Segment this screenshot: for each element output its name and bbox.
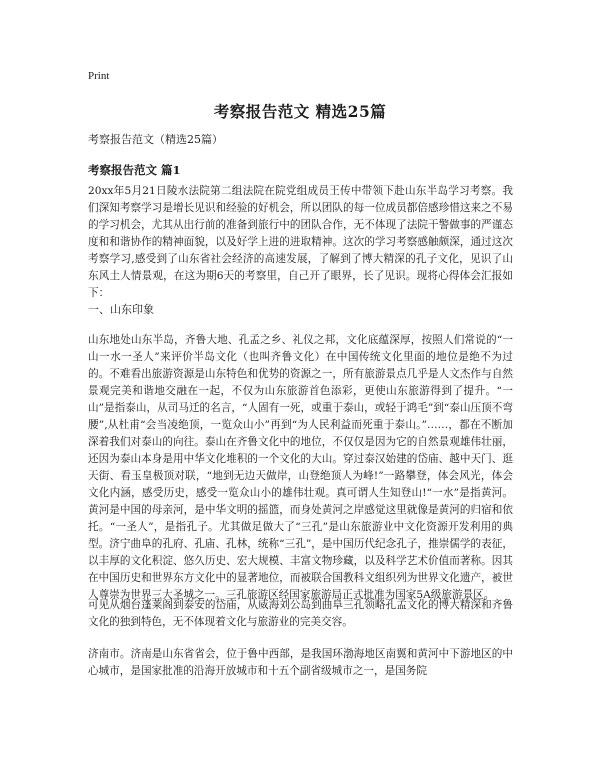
jinan-paragraph: 济南市。济南是山东省省会，位于鲁中西部，是我国环渤海地区南翼和黄河中下游地区的中心城市，是国家批准的沿海开放城市和十五个副省级城市之一，是国务院 <box>88 648 513 677</box>
section-title: 考察报告范文 篇1 <box>88 163 181 177</box>
print-link[interactable]: Print <box>88 70 110 82</box>
document-subtitle: 考察报告范文（精选25篇） <box>88 133 223 146</box>
subsection-heading: 一、山东印象 <box>88 303 154 316</box>
intro-paragraph: 20xx年5月21日陵水法院第二组法院在院党组成员王传中带领下赴山东半岛学习考察。我们深知考察学习是增长见识和经验的好机会，所以团队的每一位成员都倍感珍惜这来之不易的学习机会，尤其从出行前的准备到旅行中的团队合作，无不体现了法院干警做事的严谨态度和和谐协作的精神面貌，以及好学上进的进取精神。这次的学习考察感触颇深，通过这次考察学习,感受到了山东省社会经济的高速发展，了解到了博大精深的孔子文化，见识了山东风土人情景观，在这为期6天的考察里，自己开了眼界，长了见识。现将心得体会汇报如下： <box>88 185 513 299</box>
shandong-paragraph: 山东地处山东半岛，齐鲁大地、孔孟之乡、礼仪之邦，文化底蕴深厚，按照人们常说的“一山一水一圣人”来评价半岛文化（也叫齐鲁文化）在中国传统文化里面的地位是绝不为过的。不难看出旅游资源是山东特色和优势的资源之一，所有旅游景点几乎是人文杰作与自然景观完美和谐地交融在一起，不仅为山东旅游首色添彩，更使山东旅游得到了提升。“一山”是指泰山，从司马迁的名言，“人固有一死，或重于泰山，或轻于鸿毛”到“泰山压顶不弯腰”,从杜甫“会当凌绝顶，一览众山小”再到“为人民利益而死重于泰山。”……，都在不断加深着我们对泰山的向往。泰山在齐鲁文化中的地位，不仅仅是因为它的自然景观雄伟壮丽，还因为泰山本身是用中华文化堆积的一个文化的大山。穿过泰汉始建的岱庙、越中天门、逛天街、看玉皇极顶对联，“地到无边天做岸，山登绝顶人为峰!”一路攀登，体会风光，体会文化内涵，感受历史，感受一览众山小的雄伟壮观。真可谓人生知登山!“一水”是指黄河。黄河是中国的母亲河，是中华文明的摇篮，而身处黄河之岸感觉这里就像是黄河的归宿和依托。“一圣人”，是指孔子。尤其做足做大了“三孔”是山东旅游业中文化资源开发利用的典型。济宁曲阜的孔府、孔庙、孔林，统称“三孔”，是中国历代纪念孔子，推崇儒学的表征，以丰厚的文化积淀、悠久历史、宏大规模、丰富文物珍藏，以及科学艺术价值而著称。因其在中国历史和世界东方文化中的显著地位，而被联合国教科文组织列为世界文化遗产，被世人尊崇为世界三大圣城之一。三孔旅游区经国家旅游局正式批准为国家5A级旅游景区。 <box>88 334 513 601</box>
document-title: 考察报告范文 精选25篇 <box>213 102 387 121</box>
tour-paragraph: 可见从烟台蓬莱阁到泰安的岱庙，从威海刘公岛到曲阜三孔领略孔孟文化的博大精深和齐鲁文化的独到特色，无不体现着文化与旅游业的完美交容。 <box>88 599 513 628</box>
